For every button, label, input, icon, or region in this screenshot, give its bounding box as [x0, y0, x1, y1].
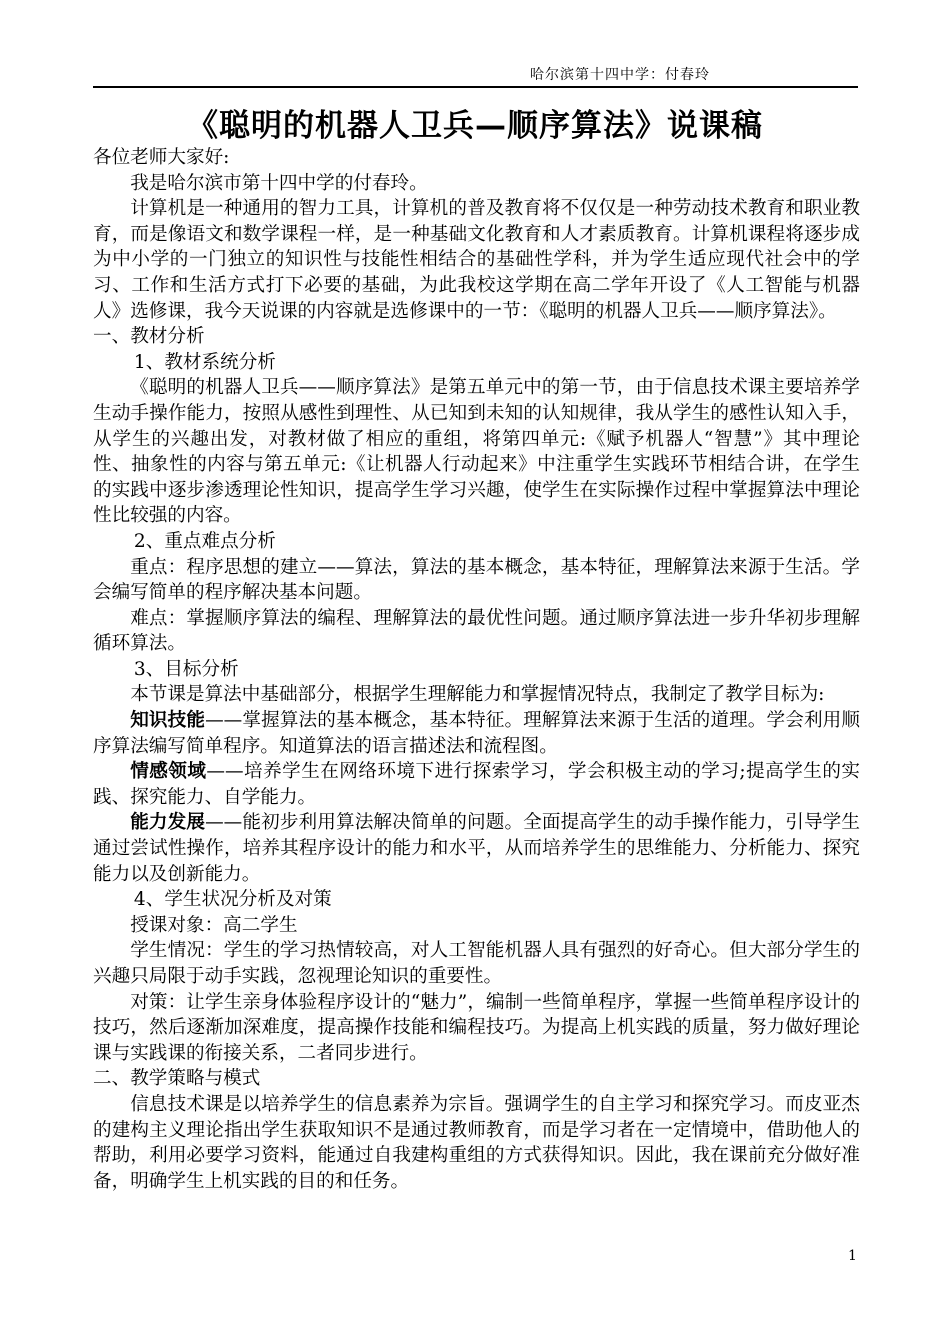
goal-emotion-label: 情感领域	[130, 761, 207, 783]
section-heading-1: 一、教材分析	[93, 326, 205, 348]
subsection-heading-1-1: 1、教材系统分析	[133, 351, 276, 373]
objectives-intro-paragraph: 本节课是算法中基础部分，根据学生理解能力和掌握情况特点，我制定了教学目标为:	[130, 684, 825, 706]
strategy-paragraph: 信息技术课是以培养学生的信息素养为宗旨。强调学生的自主学习和探究学习。而皮亚杰的建构主义理论指出学生获取知识不是通过教师教育，而是学习者在一定情境中，借助他人的帮助，利用必要学习资料，能通过自我建构重组的方式获得知识。因此，我在课前充分做好准备，明确学生上机实践的目的和任务。	[93, 1093, 860, 1192]
material-analysis-paragraph: 《聪明的机器人卫兵——顺序算法》是第五单元中的第一节，由于信息技术课主要培养学生动手操作能力，按照从感性到理性、从已知到未知的认知规律，我从学生的感性认知入手，从学生的兴趣出发，对教材做了相应的重组，将第四单元:《赋予机器人“智慧”》其中理论性、抽象性的内容与第五单元:《让机器人行动起来》中注重学生实践环节相结合讲，在学生的实践中逐步渗透理论性知识，提高学生学习兴趣，使学生在实际操作过程中掌握算法中理论性比较强的内容。	[93, 377, 860, 527]
page-number: 1	[848, 1248, 857, 1264]
students-strategy-paragraph: 对策：让学生亲身体验程序设计的“魅力”，编制一些简单程序，掌握一些简单程序设计的技巧，然后逐渐加深难度，提高操作技能和编程技巧。为提高上机实践的质量，努力做好理论课与实践课的衔接关系，二者同步进行。	[93, 991, 860, 1064]
students-status-paragraph: 学生情况：学生的学习热情较高，对人工智能机器人具有强烈的好奇心。但大部分学生的兴趣只局限于动手实践，忽视理论知识的重要性。	[93, 940, 860, 987]
intro-paragraph: 我是哈尔滨市第十四中学的付春玲。	[130, 172, 428, 194]
section-heading-2: 二、教学策略与模式	[93, 1068, 261, 1090]
goal-ability-text: ——能初步利用算法解决简单的问题。全面提高学生的动手操作能力，引导学生通过尝试性操作，培养其程序设计的能力和水平，从而培养学生的思维能力、分析能力、探究能力以及创新能力。	[93, 812, 860, 885]
goal-knowledge-paragraph	[93, 708, 860, 759]
subsection-heading-1-3: 3、目标分析	[133, 658, 239, 680]
page-header	[93, 62, 858, 88]
document-body	[93, 145, 860, 1194]
difficulties-paragraph: 难点：掌握顺序算法的编程、理解算法的最优性问题。通过顺序算法进一步升华初步理解循环算法。	[93, 607, 860, 655]
key-points-paragraph: 重点：程序思想的建立——算法，算法的基本概念，基本特征，理解算法来源于生活。学会编写简单的程序解决基本问题。	[93, 556, 860, 604]
students-target-paragraph: 授课对象：高二学生	[130, 914, 298, 936]
subsection-heading-1-2: 2、重点难点分析	[133, 530, 276, 552]
header-text: 哈尔滨第十四中学：付春玲	[530, 67, 710, 83]
goal-emotion-paragraph	[93, 759, 860, 810]
goal-knowledge-text: ——掌握算法的基本概念，基本特征。理解算法来源于生活的道理。学会利用顺序算法编写简单程序。知道算法的语言描述法和流程图。	[93, 710, 860, 757]
greeting: 各位老师大家好:	[93, 147, 230, 168]
goal-knowledge-label: 知识技能	[130, 710, 206, 732]
goal-ability-label: 能力发展	[130, 812, 206, 834]
document-title: 《聪明的机器人卫兵—顺序算法》说课稿	[187, 108, 763, 144]
goal-emotion-text: ——培养学生在网络环境下进行探索学习，学会积极主动的学习;提高学生的实践、探究能力、自学能力。	[93, 761, 860, 808]
background-paragraph: 计算机是一种通用的智力工具，计算机的普及教育将不仅仅是一种劳动技术教育和职业教育，而是像语文和数学课程一样，是一种基础文化教育和人才素质教育。计算机课程将逐步成为中小学的一门独立的知识性与技能性相结合的基础性学科，并为学生适应现代社会中的学习、工作和生活方式打下必要的基础，为此我校这学期在高二学年开设了《人工智能与机器人》选修课，我今天说课的内容就是选修课中的一节：《聪明的机器人卫兵——顺序算法》。	[93, 198, 860, 322]
goal-ability-paragraph	[93, 810, 860, 887]
subsection-heading-1-4: 4、学生状况分析及对策	[133, 889, 332, 911]
